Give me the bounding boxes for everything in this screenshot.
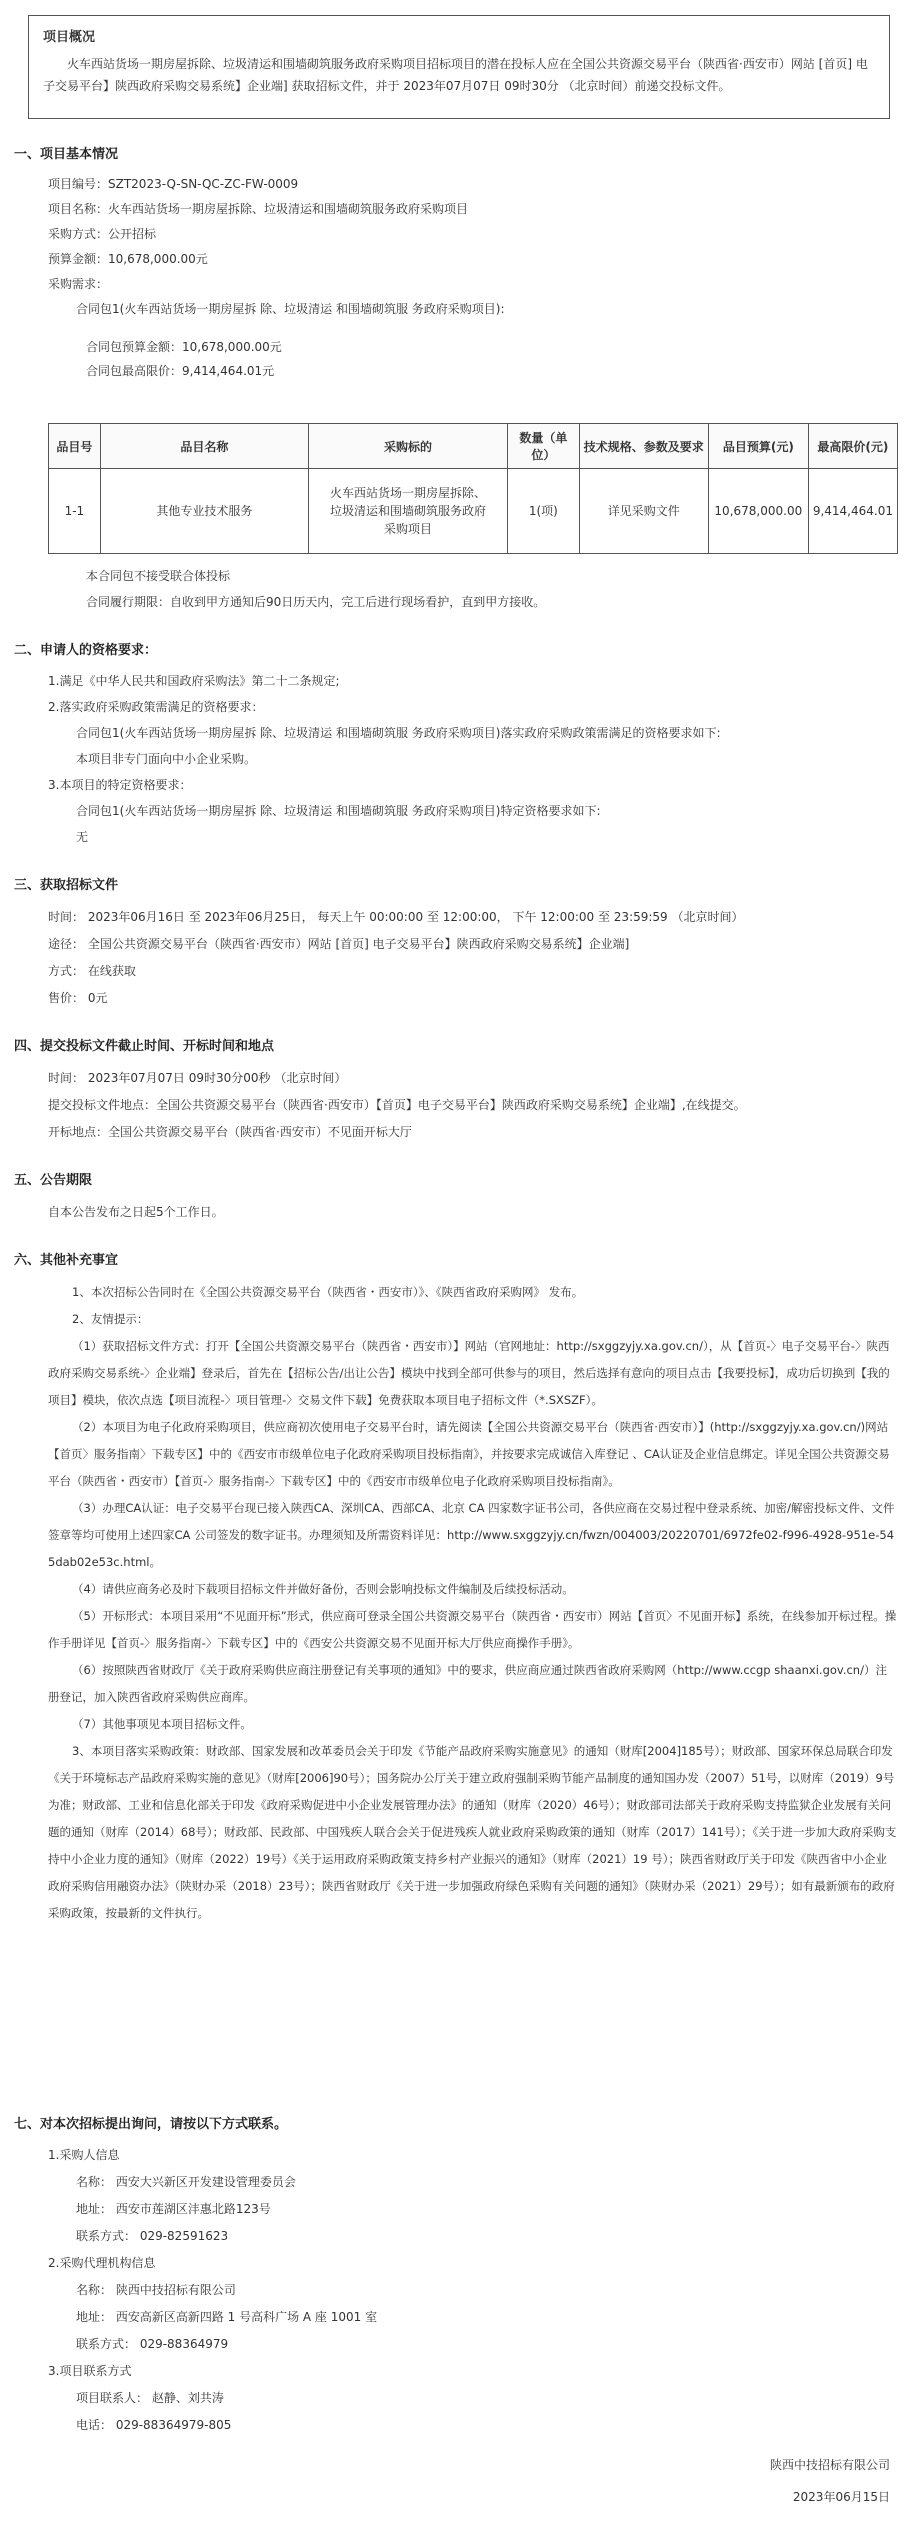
- obtain-mode: 方式： 在线获取: [48, 964, 136, 978]
- supplement-paragraph: （2）本项目为电子化政府采购项目，供应商初次使用电子交易平台时，请先阅读【全国公共资源交易平台（陕西省·西安市）】(http://sxggzyjy.xa.gov.cn/)网站【首页〉服务指南〉下载专区】中的《西安市市级单位电子化政府采购项目投标指南》，并按要求完成诚信入库登记 、CA认证及企业信息绑定。详见全国公共资源交易平台（陕西省・西安市）【首页-〉服务指南-〉下载专区】中的《西安市市级单位电子化政府采购项目投标指南》。: [48, 1420, 890, 1488]
- table-cell: 9,414,464.01: [808, 469, 897, 554]
- signature-company: 陕西中技招标有限公司: [769, 2458, 890, 2472]
- table-cell: 10,678,000.00: [708, 469, 808, 554]
- table-cell: 火车西站货场一期房屋拆除、垃圾清运和围墙砌筑服务政府采购项目: [309, 469, 508, 554]
- no-consortium: 本合同包不接受联合体投标: [86, 569, 231, 583]
- table-header-cell: 采购标的: [309, 424, 508, 469]
- purchaser-phone: 联系方式： 029-82591623: [76, 2229, 229, 2243]
- section2-heading: 二、申请人的资格要求：: [14, 643, 158, 658]
- table-cell: 详见采购文件: [579, 469, 708, 554]
- signature-date: 2023年06月15日: [792, 2490, 890, 2504]
- table-header-cell: 品目名称: [100, 424, 308, 469]
- agency-name: 名称： 陕西中技招标有限公司: [76, 2283, 236, 2297]
- table-header-cell: 品目号: [49, 424, 101, 469]
- agency-info-title: 2.采购代理机构信息: [48, 2256, 156, 2270]
- supplement-paragraph: （5）开标形式：本项目采用“不见面开标”形式，供应商可登录全国公共资源交易平台（陕西省・西安市）网站【首页〉不见面开标】系统，在线参加开标过程。操作手册详见【首页-〉服务指南-〉下载专区】中的《西安公共资源交易不见面开标大厅供应商操作手册》。: [48, 1609, 897, 1650]
- supplement-paragraph: （4）请供应商务必及时下载项目招标文件并做好备份，否则会影响投标文件编制及后续投标活动。: [72, 1582, 574, 1596]
- supplement-paragraph: （6）按照陕西省财政厅《关于政府采购供应商注册登记有关事项的通知》中的要求，供应商应通过陕西省政府采购网（http://www.ccgp shaanxi.gov.cn/）注册登记，加入陕西省政府采购供应商库。: [48, 1663, 887, 1704]
- project-name: 项目名称：火车西站货场一期房屋拆除、垃圾清运和围墙砌筑服务政府采购项目: [48, 202, 469, 216]
- supplement-paragraph: 2、友情提示：: [72, 1312, 149, 1326]
- section3-heading: 三、获取招标文件: [14, 878, 119, 893]
- obtain-price: 售价： 0元: [48, 991, 108, 1005]
- table-cell: 其他专业技术服务: [100, 469, 308, 554]
- overview-title: 项目概况: [43, 30, 96, 45]
- lot-max-price: 合同包最高限价：9,414,464.01元: [86, 364, 275, 378]
- contact-phone: 电话： 029-88364979-805: [76, 2418, 232, 2432]
- deadline-time: 时间： 2023年07月07日 09时30分00秒 （北京时间）: [48, 1071, 347, 1085]
- purchase-method: 采购方式：公开招标: [48, 227, 157, 241]
- section5-heading: 五、公告期限: [14, 1173, 93, 1188]
- purchaser-address: 地址： 西安市莲湖区沣惠北路123号: [76, 2202, 271, 2216]
- section7-heading: 七、对本次招标提出询问，请按以下方式联系。: [14, 2117, 288, 2132]
- overview-box: [28, 15, 890, 119]
- obtain-time: 时间： 2023年06月16日 至 2023年06月25日， 每天上午 00:00:00 至 12:00:00， 下午 12:00:00 至 23:59:59 （北京时间）: [48, 910, 744, 924]
- table-cell: 1(项): [507, 469, 579, 554]
- supplement-paragraph: 1、本次招标公告同时在《全国公共资源交易平台（陕西省・西安市）》、《陕西省政府采购网》 发布。: [72, 1285, 584, 1299]
- lot-title: 合同包1(火车西站货场一期房屋拆 除、垃圾清运 和围墙砌筑服 务政府采购项目):: [76, 302, 505, 316]
- qualification-item-3-lot: 合同包1(火车西站货场一期房屋拆 除、垃圾清运 和围墙砌筑服 务政府采购项目)特定资格要求如下:: [76, 804, 601, 818]
- notice-period: 自本公告发布之日起5个工作日。: [48, 1205, 224, 1219]
- lot-budget: 合同包预算金额：10,678,000.00元: [86, 340, 282, 354]
- table-header-cell: 技术规格、参数及要求: [579, 424, 708, 469]
- supplement-paragraph: （1）获取招标文件方式：打开【全国公共资源交易平台（陕西省・西安市）】网站（官网地址：http://sxggzyjy.xa.gov.cn/），从【首页-〉电子交易平台-〉陕西政府采购交易系统-〉企业端】登录后，首先在【招标公告/出让公告】模块中找到全部可供参与的项目，然后选择有意向的项目点击【我要投标】，成功后切换到【我的项目】模块，依次点选【项目流程-〉项目管理-〉交易文件下载】免费获取本项目电子招标文件（*.SXSZF）。: [48, 1339, 890, 1407]
- qualification-item-3-detail: 无: [76, 830, 89, 844]
- purchaser-name: 名称： 西安大兴新区开发建设管理委员会: [76, 2175, 296, 2189]
- submit-location: 提交投标文件地点：全国公共资源交易平台（陕西省·西安市）【首页】电子交易平台】陕西政府采购交易系统】企业端】,在线提交。: [48, 1098, 746, 1112]
- table-header-cell: 最高限价(元): [808, 424, 897, 469]
- section4-heading: 四、提交投标文件截止时间、开标时间和地点: [14, 1039, 275, 1054]
- table-row: [49, 469, 898, 554]
- agency-address: 地址： 西安高新区高新四路 1 号高科广场 A 座 1001 室: [76, 2310, 378, 2324]
- contact-person: 项目联系人： 赵静、刘共涛: [76, 2391, 224, 2405]
- supplement-paragraphs: [48, 1279, 898, 1927]
- section1-heading: 一、项目基本情况: [14, 147, 119, 162]
- overview-text: 火车西站货场一期房屋拆除、垃圾清运和围墙砌筑服务政府采购项目招标项目的潜在投标人应在全国公共资源交易平台（陕西省·西安市）网站 [首页] 电子交易平台】陕西政府采购交易系统】企业端] 获取招标文件，并于 2023年07月07日 09时30分 （北京时间）前递交投标文件。: [43, 57, 868, 93]
- supplement-paragraph: 3、本项目落实采购政策：财政部、国家发展和改革委员会关于印发《节能产品政府采购实施意见》的通知（财库[2004]185号）；财政部、国家环保总局联合印发《关于环境标志产品政府采购实施的意见》（财库[2006]90号）；国务院办公厅关于建立政府强制采购节能产品制度的通知国办发（2007）51号，以财库（2019）9号为准；财政部、工业和信息化部关于印发《政府采购促进中小企业发展管理办法》的通知（财库（2020）46号）；财政部司法部关于政府采购支持监狱企业发展有关问题的通知（财库（2014）68号）；财政部、民政部、中国残疾人联合会关于促进残疾人就业政府采购政策的通知（财库（2017）141号）；《关于进一步加大政府采购支持中小企业力度的通知》（财库（2022）19号）《关于运用政府采购政策支持乡村产业振兴的通知》（财库（2021）19 号）；陕西省财政厅关于印发《陕西省中小企业政府采购信用融资办法》（陕财办采（2018）23号）；陕西省财政厅《关于进一步加强政府绿色采购有关问题的通知》（陕财办采（2021）29号）；如有最新颁布的政府采购政策，按最新的文件执行。: [48, 1744, 897, 1920]
- table-header-row: [49, 424, 898, 469]
- qualification-item-1: 1.满足《中华人民共和国政府采购法》第二十二条规定;: [48, 674, 340, 688]
- qualification-item-3: 3.本项目的特定资格要求：: [48, 778, 192, 792]
- supplement-paragraph: （3）办理CA认证：电子交易平台现已接入陕西CA、深圳CA、西部CA、北京 CA 四家数字证书公司，各供应商在交易过程中登录系统、加密/解密投标文件、文件签章等均可使用上述四家CA 公司签发的数字证书。办理须知及所需资料详见：http://www.sxggzyjy.cn/fwzn/004003/20220701/6972fe02-f996-4928-951e-545dab02e53c.html。: [48, 1501, 895, 1569]
- items-table: [48, 423, 898, 554]
- supplement-paragraph: （7）其他事项见本项目招标文件。: [72, 1717, 252, 1731]
- contact-info-title: 3.项目联系方式: [48, 2364, 132, 2378]
- agency-phone: 联系方式： 029-88364979: [76, 2337, 229, 2351]
- table-header-cell: 数量（单位）: [507, 424, 579, 469]
- table-header-cell: 品目预算(元): [708, 424, 808, 469]
- project-number: 项目编号：SZT2023-Q-SN-QC-ZC-FW-0009: [48, 177, 299, 191]
- qualification-item-2: 2.落实政府采购政策需满足的资格要求：: [48, 700, 264, 714]
- opening-location: 开标地点：全国公共资源交易平台（陕西省·西安市）不见面开标大厅: [48, 1125, 412, 1139]
- table-cell: 1-1: [49, 469, 101, 554]
- contract-term: 合同履行期限：自收到甲方通知后90日历天内，完工后进行现场看护，直到甲方接收。: [86, 595, 546, 609]
- qualification-item-2-lot: 合同包1(火车西站货场一期房屋拆 除、垃圾清运 和围墙砌筑服 务政府采购项目)落实政府采购政策需满足的资格要求如下:: [76, 726, 721, 740]
- purchase-demand: 采购需求：: [48, 277, 109, 291]
- purchaser-info-title: 1.采购人信息: [48, 2148, 120, 2162]
- obtain-way: 途径： 全国公共资源交易平台（陕西省·西安市）网站 [首页] 电子交易平台】陕西政府采购交易系统】企业端]: [48, 937, 630, 951]
- budget-amount: 预算金额：10,678,000.00元: [48, 252, 208, 266]
- qualification-item-2-detail: 本项目非专门面向中小企业采购。: [76, 752, 257, 766]
- section6-heading: 六、其他补充事宜: [14, 1253, 119, 1268]
